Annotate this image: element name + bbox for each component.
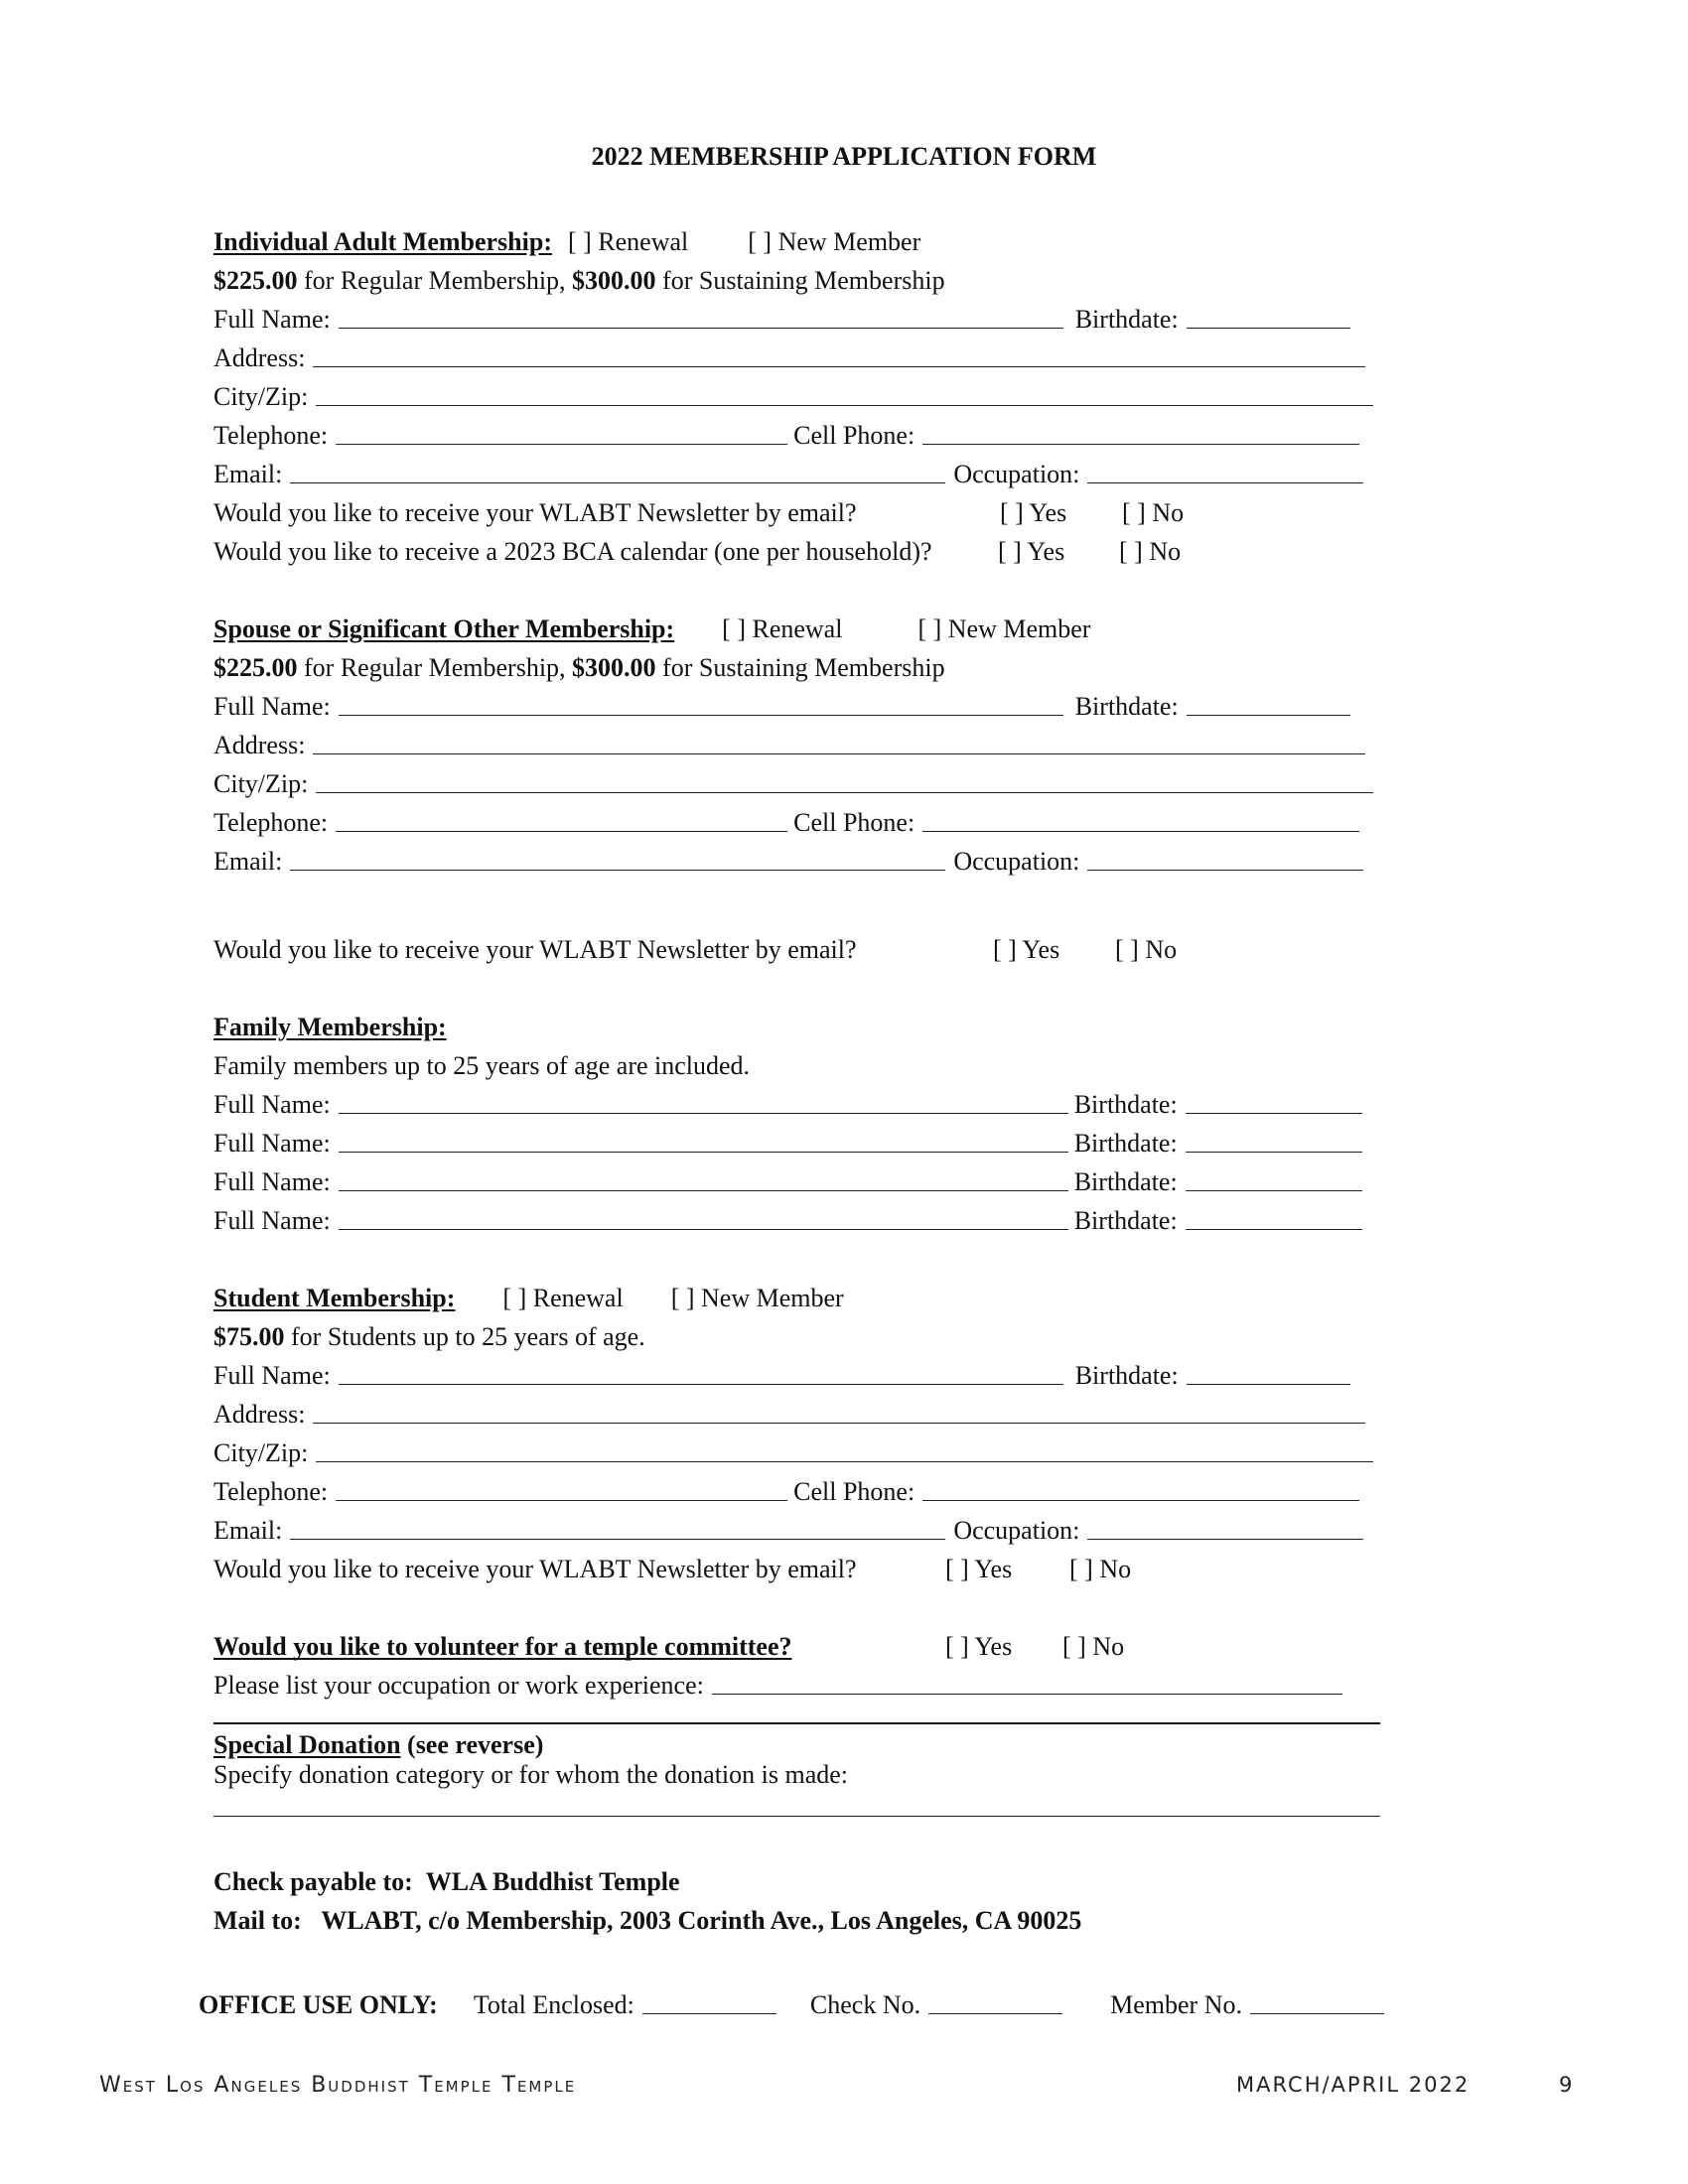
total-enclosed-label: Total Enclosed: <box>473 1990 634 2019</box>
family-member-row <box>213 1159 1385 1197</box>
check-payable-label: Check payable to: <box>213 1867 413 1896</box>
donation-heading: Special Donation <box>213 1730 401 1759</box>
student-header-row <box>213 1275 1385 1313</box>
cell-phone-label: Cell Phone: <box>793 808 915 837</box>
birthdate-label: Birthdate: <box>1073 1206 1178 1235</box>
student-renewal-checkbox[interactable]: [ ] Renewal <box>502 1284 624 1312</box>
birthdate-label: Birthdate: <box>1073 1129 1178 1158</box>
family-full-name-field[interactable] <box>339 1229 1068 1230</box>
newsletter-question: Would you like to receive your WLABT Newsletter by email? <box>213 498 857 527</box>
spouse-cell-phone-field[interactable] <box>922 831 1359 832</box>
check-payee: WLA Buddhist Temple <box>425 1867 680 1896</box>
spouse-newsletter-yes[interactable]: [ ] Yes <box>993 935 1060 964</box>
form-title: 2022 MEMBERSHIP APPLICATION FORM <box>591 142 1097 171</box>
individual-header-row <box>213 218 1385 257</box>
check-payable-row <box>213 1858 1385 1897</box>
individual-city-row <box>213 373 1385 412</box>
spouse-newsletter-no[interactable]: [ ] No <box>1115 935 1178 964</box>
individual-price-row <box>213 257 1385 296</box>
full-name-label: Full Name: <box>213 1361 331 1390</box>
full-name-label: Full Name: <box>213 692 331 721</box>
student-name-row <box>213 1352 1385 1391</box>
experience-row <box>213 1662 1385 1701</box>
regular-text: for Regular Membership, <box>304 266 566 295</box>
individual-email-field[interactable] <box>290 482 945 483</box>
family-birthdate-field[interactable] <box>1186 1113 1362 1114</box>
individual-calendar-no[interactable]: [ ] No <box>1119 537 1182 566</box>
donation-header-row <box>213 1726 1385 1760</box>
spouse-city-row <box>213 760 1385 799</box>
donation-field[interactable] <box>213 1816 1380 1817</box>
occupation-label: Occupation: <box>953 460 1080 488</box>
regular-price: $225.00 <box>213 266 298 295</box>
experience-extra-line[interactable] <box>213 1722 1380 1724</box>
full-name-label: Full Name: <box>213 1090 331 1119</box>
email-label: Email: <box>213 460 283 488</box>
student-full-name-field[interactable] <box>339 1384 1063 1385</box>
family-member-row <box>213 1081 1385 1120</box>
individual-city-zip-field[interactable] <box>316 405 1373 406</box>
individual-calendar-yes[interactable]: [ ] Yes <box>998 537 1065 566</box>
spouse-price-row <box>213 644 1385 683</box>
family-full-name-field[interactable] <box>339 1113 1068 1114</box>
spouse-address-row <box>213 722 1385 760</box>
family-header-row <box>213 1004 1385 1042</box>
spouse-full-name-field[interactable] <box>339 715 1063 716</box>
spouse-email-field[interactable] <box>290 870 945 871</box>
newsletter-question: Would you like to receive your WLABT Newsletter by email? <box>213 935 857 964</box>
spouse-occupation-field[interactable] <box>1087 870 1363 871</box>
email-label: Email: <box>213 847 283 876</box>
full-name-label: Full Name: <box>213 1167 331 1196</box>
spouse-phone-row <box>213 799 1385 838</box>
full-name-label: Full Name: <box>213 1129 331 1158</box>
student-birthdate-field[interactable] <box>1187 1384 1350 1385</box>
address-label: Address: <box>213 343 306 372</box>
regular-text: for Regular Membership, <box>304 653 566 682</box>
city-zip-label: City/Zip: <box>213 382 309 411</box>
individual-full-name-field[interactable] <box>339 328 1063 329</box>
family-birthdate-field[interactable] <box>1186 1229 1362 1230</box>
check-no-label: Check No. <box>809 1990 921 2019</box>
calendar-question: Would you like to receive a 2023 BCA calendar (one per household)? <box>213 537 932 566</box>
spouse-header-row <box>213 606 1385 644</box>
student-city-row <box>213 1430 1385 1468</box>
address-label: Address: <box>213 731 306 759</box>
individual-address-field[interactable] <box>313 366 1365 367</box>
telephone-label: Telephone: <box>213 421 329 450</box>
individual-telephone-field[interactable] <box>336 444 787 445</box>
occupation-label: Occupation: <box>953 1516 1080 1545</box>
sustaining-price: $300.00 <box>572 653 656 682</box>
individual-email-row <box>213 451 1385 489</box>
birthdate-label: Birthdate: <box>1073 1090 1178 1119</box>
student-address-row <box>213 1391 1385 1430</box>
student-newsletter-row <box>213 1546 1385 1584</box>
regular-price: $225.00 <box>213 653 298 682</box>
telephone-label: Telephone: <box>213 1477 329 1506</box>
spouse-newsletter-row <box>213 926 1385 965</box>
individual-address-row <box>213 335 1385 373</box>
individual-phone-row <box>213 412 1385 451</box>
student-city-zip-field[interactable] <box>316 1461 1373 1462</box>
student-email-field[interactable] <box>290 1539 945 1540</box>
experience-label: Please list your occupation or work experience: <box>213 1671 704 1700</box>
spouse-heading: Spouse or Significant Other Membership: <box>213 614 675 643</box>
student-phone-row <box>213 1468 1385 1507</box>
member-no-field[interactable] <box>1250 2013 1384 2014</box>
sustaining-text: for Sustaining Membership <box>662 266 945 295</box>
spouse-email-row <box>213 838 1385 877</box>
office-use-heading: OFFICE USE ONLY: <box>199 1990 438 2019</box>
individual-cell-phone-field[interactable] <box>922 444 1359 445</box>
spouse-new-member-checkbox[interactable]: [ ] New Member <box>917 614 1091 643</box>
student-newsletter-no[interactable]: [ ] No <box>1069 1555 1132 1583</box>
donation-heading-suffix: (see reverse) <box>407 1730 544 1759</box>
form-body <box>213 218 1385 1936</box>
total-enclosed-field[interactable] <box>642 2013 776 2014</box>
office-use-row <box>199 1990 1450 2020</box>
email-label: Email: <box>213 1516 283 1545</box>
individual-renewal-checkbox[interactable]: [ ] Renewal <box>567 227 689 256</box>
check-no-field[interactable] <box>928 2013 1062 2014</box>
family-birthdate-field[interactable] <box>1186 1152 1362 1153</box>
individual-name-row <box>213 296 1385 335</box>
individual-newsletter-row <box>213 489 1385 528</box>
footer-right: MARCH/APRIL 2022 <box>1236 2073 1471 2097</box>
birthdate-label: Birthdate: <box>1073 1167 1178 1196</box>
family-full-name-field[interactable] <box>339 1190 1068 1191</box>
birthdate-label: Birthdate: <box>1074 305 1179 334</box>
cell-phone-label: Cell Phone: <box>793 421 915 450</box>
family-member-row <box>213 1197 1385 1236</box>
spouse-renewal-checkbox[interactable]: [ ] Renewal <box>722 614 843 643</box>
mail-to-label: Mail to: <box>213 1906 302 1935</box>
newsletter-question: Would you like to receive your WLABT Newsletter by email? <box>213 1555 857 1583</box>
volunteer-yes[interactable]: [ ] Yes <box>945 1632 1013 1661</box>
spouse-telephone-field[interactable] <box>336 831 787 832</box>
page-number: 9 <box>1559 2073 1575 2097</box>
mail-to-row <box>213 1897 1385 1936</box>
individual-calendar-row <box>213 528 1385 567</box>
full-name-label: Full Name: <box>213 1206 331 1235</box>
full-name-label: Full Name: <box>213 305 331 334</box>
spouse-city-zip-field[interactable] <box>316 792 1373 793</box>
student-price-row <box>213 1313 1385 1352</box>
family-heading: Family Membership: <box>213 1013 447 1041</box>
individual-occupation-field[interactable] <box>1087 482 1363 483</box>
spouse-address-field[interactable] <box>313 753 1365 754</box>
donation-instruction-row <box>213 1760 1385 1790</box>
individual-new-member-checkbox[interactable]: [ ] New Member <box>748 227 921 256</box>
individual-birthdate-field[interactable] <box>1187 328 1350 329</box>
student-address-field[interactable] <box>313 1423 1365 1424</box>
student-price: $75.00 <box>213 1322 285 1351</box>
cell-phone-label: Cell Phone: <box>793 1477 915 1506</box>
birthdate-label: Birthdate: <box>1074 692 1179 721</box>
student-cell-phone-field[interactable] <box>922 1500 1359 1501</box>
birthdate-label: Birthdate: <box>1074 1361 1179 1390</box>
experience-field[interactable] <box>712 1694 1342 1695</box>
mail-address: WLABT, c/o Membership, 2003 Corinth Ave., Los Angeles, CA 90025 <box>321 1906 1082 1935</box>
student-new-member-checkbox[interactable]: [ ] New Member <box>670 1284 844 1312</box>
student-price-text: for Students up to 25 years of age. <box>291 1322 645 1351</box>
city-zip-label: City/Zip: <box>213 1438 309 1467</box>
student-newsletter-yes[interactable]: [ ] Yes <box>945 1555 1013 1583</box>
address-label: Address: <box>213 1400 306 1429</box>
volunteer-row <box>213 1623 1385 1662</box>
sustaining-text: for Sustaining Membership <box>662 653 945 682</box>
family-full-name-field[interactable] <box>339 1152 1068 1153</box>
sustaining-price: $300.00 <box>572 266 656 295</box>
family-member-row <box>213 1120 1385 1159</box>
student-telephone-field[interactable] <box>336 1500 787 1501</box>
footer-left: West Los Angeles Buddhist Temple Temple <box>99 2073 577 2098</box>
individual-heading: Individual Adult Membership: <box>213 227 552 256</box>
student-heading: Student Membership: <box>213 1284 456 1312</box>
volunteer-question: Would you like to volunteer for a temple committee? <box>213 1632 792 1661</box>
family-birthdate-field[interactable] <box>1186 1190 1362 1191</box>
member-no-label: Member No. <box>1110 1990 1242 2019</box>
family-note-row <box>213 1042 1385 1081</box>
occupation-label: Occupation: <box>953 847 1080 876</box>
volunteer-no[interactable]: [ ] No <box>1062 1632 1125 1661</box>
telephone-label: Telephone: <box>213 808 329 837</box>
individual-newsletter-no[interactable]: [ ] No <box>1122 498 1185 527</box>
spouse-birthdate-field[interactable] <box>1187 715 1350 716</box>
donation-instruction: Specify donation category or for whom the donation is made: <box>213 1760 849 1789</box>
spouse-name-row <box>213 683 1385 722</box>
student-occupation-field[interactable] <box>1087 1539 1363 1540</box>
city-zip-label: City/Zip: <box>213 769 309 798</box>
individual-newsletter-yes[interactable]: [ ] Yes <box>1000 498 1067 527</box>
family-note: Family members up to 25 years of age are included. <box>213 1051 751 1080</box>
student-email-row <box>213 1507 1385 1546</box>
